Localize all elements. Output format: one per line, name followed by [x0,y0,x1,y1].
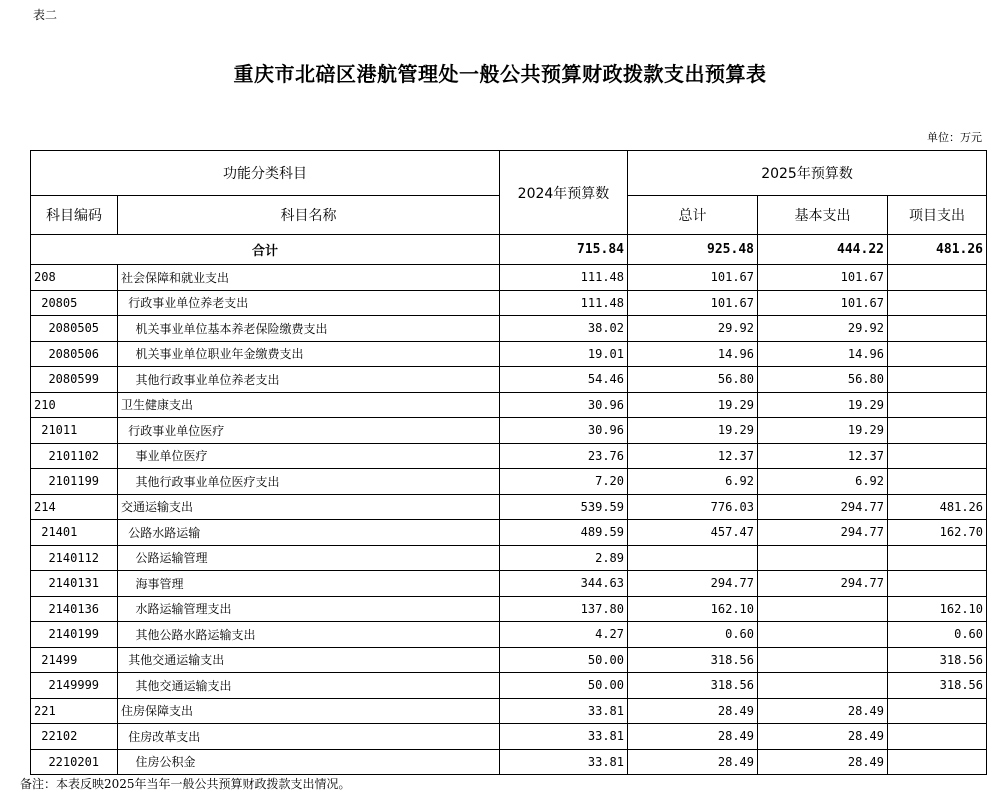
subject-name-cell: 水路运输管理支出 [118,596,500,622]
basic-expenditure-cell: 28.49 [758,749,888,775]
total-2025-basic: 444.22 [758,235,888,265]
project-expenditure-cell: 481.26 [888,494,987,520]
budget-2025-total-cell: 19.29 [628,418,758,444]
table-row [31,724,987,750]
basic-expenditure-cell: 101.67 [758,265,888,291]
subject-name-cell: 公路水路运输 [118,520,500,546]
budget-table [30,150,987,775]
budget-2025-total-cell: 318.56 [628,647,758,673]
subject-name-cell: 行政事业单位养老支出 [118,290,500,316]
budget-2024-cell: 50.00 [500,673,628,699]
budget-2025-total-cell: 14.96 [628,341,758,367]
basic-expenditure-cell: 19.29 [758,392,888,418]
budget-2025-total-cell: 28.49 [628,698,758,724]
basic-expenditure-cell: 12.37 [758,443,888,469]
basic-expenditure-cell: 14.96 [758,341,888,367]
table-row [31,520,987,546]
basic-expenditure-cell: 29.92 [758,316,888,342]
subject-code-cell: 210 [31,392,118,418]
subject-code-cell: 21499 [31,647,118,673]
subject-code-cell: 2140136 [31,596,118,622]
budget-2024-cell: 23.76 [500,443,628,469]
budget-2024-cell: 4.27 [500,622,628,648]
table-row [31,316,987,342]
subject-name-cell: 行政事业单位医疗 [118,418,500,444]
subject-name-cell: 交通运输支出 [118,494,500,520]
project-expenditure-cell [888,367,987,393]
project-expenditure-cell: 318.56 [888,673,987,699]
subject-name-cell: 机关事业单位基本养老保险缴费支出 [118,316,500,342]
header-subject-name: 科目名称 [118,196,500,235]
table-number-label: 表二 [33,8,58,22]
subject-name-cell: 海事管理 [118,571,500,597]
project-expenditure-cell [888,724,987,750]
total-2025-project: 481.26 [888,235,987,265]
footnote: 备注：本表反映2025年当年一般公共预算财政拨款支出情况。 [20,777,351,791]
basic-expenditure-cell [758,596,888,622]
subject-code-cell: 2080505 [31,316,118,342]
budget-2024-cell: 33.81 [500,724,628,750]
table-row [31,647,987,673]
subject-code-cell: 22102 [31,724,118,750]
basic-expenditure-cell: 294.77 [758,494,888,520]
subject-name-cell: 卫生健康支出 [118,392,500,418]
subject-code-cell: 20805 [31,290,118,316]
subject-code-cell: 214 [31,494,118,520]
page-title: 重庆市北碚区港航管理处一般公共预算财政拨款支出预算表 [233,62,767,86]
budget-2025-total-cell: 56.80 [628,367,758,393]
budget-2024-cell: 38.02 [500,316,628,342]
budget-2024-cell: 33.81 [500,749,628,775]
budget-2025-total-cell: 19.29 [628,392,758,418]
table-row [31,265,987,291]
project-expenditure-cell [888,571,987,597]
basic-expenditure-cell: 294.77 [758,520,888,546]
project-expenditure-cell [888,545,987,571]
subject-name-cell: 其他行政事业单位医疗支出 [118,469,500,495]
budget-2025-total-cell: 0.60 [628,622,758,648]
basic-expenditure-cell: 294.77 [758,571,888,597]
project-expenditure-cell [888,316,987,342]
subject-name-cell: 其他公路水路运输支出 [118,622,500,648]
table-row [31,545,987,571]
subject-code-cell: 21401 [31,520,118,546]
project-expenditure-cell [888,392,987,418]
header-subject-code: 科目编码 [31,196,118,235]
total-2025-total: 925.48 [628,235,758,265]
project-expenditure-cell [888,290,987,316]
budget-2025-total-cell [628,545,758,571]
basic-expenditure-cell [758,673,888,699]
budget-2025-total-cell: 457.47 [628,520,758,546]
basic-expenditure-cell: 28.49 [758,724,888,750]
budget-2024-cell: 30.96 [500,392,628,418]
table-row [31,418,987,444]
budget-2025-total-cell: 28.49 [628,724,758,750]
budget-2024-cell: 489.59 [500,520,628,546]
project-expenditure-cell: 318.56 [888,647,987,673]
table-row [31,392,987,418]
subject-code-cell: 2140199 [31,622,118,648]
table-row [31,367,987,393]
budget-2024-cell: 19.01 [500,341,628,367]
table-row [31,596,987,622]
subject-name-cell: 社会保障和就业支出 [118,265,500,291]
table-row [31,494,987,520]
basic-expenditure-cell [758,545,888,571]
basic-expenditure-cell: 28.49 [758,698,888,724]
budget-2024-cell: 344.63 [500,571,628,597]
basic-expenditure-cell: 101.67 [758,290,888,316]
subject-code-cell: 21011 [31,418,118,444]
total-label: 合计 [31,235,500,265]
header-functional-classification: 功能分类科目 [31,151,500,196]
unit-label: 单位：万元 [927,131,982,144]
subject-code-cell: 208 [31,265,118,291]
budget-2024-cell: 137.80 [500,596,628,622]
total-2024: 715.84 [500,235,628,265]
project-expenditure-cell [888,418,987,444]
budget-2024-cell: 111.48 [500,265,628,291]
budget-2024-cell: 50.00 [500,647,628,673]
subject-code-cell: 2080506 [31,341,118,367]
table-row [31,290,987,316]
subject-code-cell: 2101102 [31,443,118,469]
budget-2024-cell: 7.20 [500,469,628,495]
subject-name-cell: 住房公积金 [118,749,500,775]
table-row [31,443,987,469]
subject-name-cell: 其他行政事业单位养老支出 [118,367,500,393]
budget-2025-total-cell: 101.67 [628,290,758,316]
table-row [31,571,987,597]
budget-2024-cell: 30.96 [500,418,628,444]
header-total: 总计 [628,196,758,235]
budget-2024-cell: 2.89 [500,545,628,571]
header-basic-expenditure: 基本支出 [758,196,888,235]
subject-code-cell: 2080599 [31,367,118,393]
budget-2025-total-cell: 294.77 [628,571,758,597]
subject-code-cell: 221 [31,698,118,724]
subject-code-cell: 2210201 [31,749,118,775]
budget-2024-cell: 33.81 [500,698,628,724]
subject-name-cell: 其他交通运输支出 [118,647,500,673]
basic-expenditure-cell: 56.80 [758,367,888,393]
budget-2025-total-cell: 29.92 [628,316,758,342]
subject-code-cell: 2101199 [31,469,118,495]
table-row [31,749,987,775]
subject-code-cell: 2149999 [31,673,118,699]
project-expenditure-cell [888,341,987,367]
header-2025-budget: 2025年预算数 [628,151,987,196]
project-expenditure-cell [888,698,987,724]
subject-name-cell: 住房改革支出 [118,724,500,750]
budget-2024-cell: 539.59 [500,494,628,520]
budget-2025-total-cell: 101.67 [628,265,758,291]
table-row [31,698,987,724]
subject-code-cell: 2140131 [31,571,118,597]
basic-expenditure-cell: 19.29 [758,418,888,444]
project-expenditure-cell [888,265,987,291]
total-row [31,235,987,265]
project-expenditure-cell: 0.60 [888,622,987,648]
table-row [31,469,987,495]
project-expenditure-cell [888,749,987,775]
subject-name-cell: 公路运输管理 [118,545,500,571]
subject-name-cell: 其他交通运输支出 [118,673,500,699]
subject-name-cell: 事业单位医疗 [118,443,500,469]
budget-2025-total-cell: 776.03 [628,494,758,520]
basic-expenditure-cell: 6.92 [758,469,888,495]
budget-2024-cell: 54.46 [500,367,628,393]
header-2024-budget: 2024年预算数 [500,151,628,235]
budget-2025-total-cell: 12.37 [628,443,758,469]
basic-expenditure-cell [758,622,888,648]
subject-name-cell: 机关事业单位职业年金缴费支出 [118,341,500,367]
project-expenditure-cell [888,469,987,495]
subject-code-cell: 2140112 [31,545,118,571]
project-expenditure-cell: 162.70 [888,520,987,546]
header-project-expenditure: 项目支出 [888,196,987,235]
table-row [31,622,987,648]
budget-2025-total-cell: 6.92 [628,469,758,495]
budget-2025-total-cell: 28.49 [628,749,758,775]
budget-2025-total-cell: 318.56 [628,673,758,699]
basic-expenditure-cell [758,647,888,673]
table-row [31,673,987,699]
table-row [31,341,987,367]
subject-name-cell: 住房保障支出 [118,698,500,724]
budget-2024-cell: 111.48 [500,290,628,316]
project-expenditure-cell: 162.10 [888,596,987,622]
budget-2025-total-cell: 162.10 [628,596,758,622]
project-expenditure-cell [888,443,987,469]
